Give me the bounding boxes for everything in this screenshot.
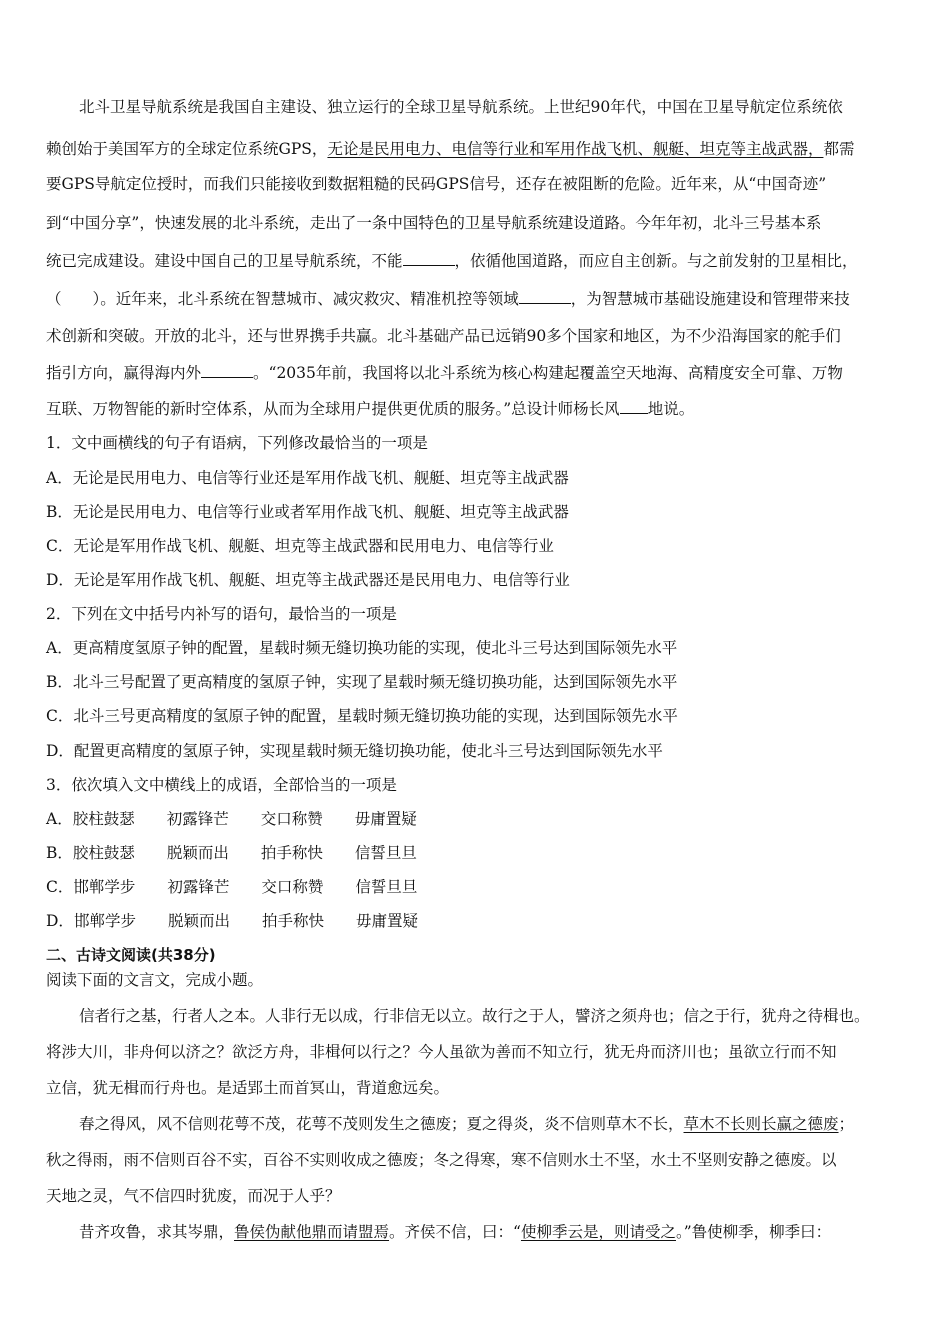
q1-option-c: C．无论是军用作战飞机、舰艇、坦克等主战武器和民用电力、电信等行业	[46, 537, 554, 555]
passage-line: 术创新和突破。开放的北斗，还与世界携手共赢。北斗基础产品已远销90多个国家和地区，为不少沿海国家的舵手们	[46, 327, 841, 345]
fill-blank	[519, 289, 571, 304]
passage-line: 要GPS导航定位授时，而我们只能接收到数据粗糙的民码GPS信号，还存在被阻断的危险。近年来，从“中国奇迹”	[46, 175, 827, 193]
question-2-stem: 2．下列在文中括号内补写的语句，最恰当的一项是	[46, 605, 397, 623]
question-1-stem: 1．文中画横线的句子有语病，下列修改最恰当的一项是	[46, 434, 428, 452]
classical-line: 将涉大川，非舟何以济之？欲泛方舟，非楫何以行之？今人虽欲为善而不知立行，犹无舟而济川也；虽欲立行而不知	[46, 1043, 837, 1061]
passage-line: 指引方向，赢得海内外 。“2035年前，我国将以北斗系统为核心构建起覆盖空天地海、高精度安全可靠、万物	[46, 364, 843, 382]
q1-option-a: A．无论是民用电力、电信等行业还是军用作战飞机、舰艇、坦克等主战武器	[46, 469, 569, 487]
passage-line: 统已完成建设。建设中国自己的卫星导航系统，不能 ，依循他国道路，而应自主创新。与之前发射的卫星相比，	[46, 252, 858, 270]
passage-line: 北斗卫星导航系统是我国自主建设、独立运行的全球卫星导航系统。上世纪90年代，中国在卫星导航定位系统依	[79, 98, 843, 116]
classical-line: 秋之得雨，雨不信则百谷不实，百谷不实则收成之德废；冬之得寒，寒不信则水土不坚，水土不坚则安静之德废。以	[46, 1151, 837, 1169]
q1-option-d: D．无论是军用作战飞机、舰艇、坦克等主战武器还是民用电力、电信等行业	[46, 571, 570, 589]
section-instruction: 阅读下面的文言文，完成小题。	[46, 971, 264, 989]
underlined-sentence: 使柳季云是，则请受之	[520, 1223, 676, 1241]
q3-option-a: A．胶柱鼓瑟 初露锋芒 交口称赞 毋庸置疑	[46, 810, 417, 828]
q2-option-c: C．北斗三号更高精度的氢原子钟的配置，星载时频无缝切换功能的实现，达到国际领先水平	[46, 707, 678, 725]
q3-option-b: B．胶柱鼓瑟 脱颖而出 拍手称快 信誓旦旦	[46, 844, 417, 862]
q1-option-b: B．无论是民用电力、电信等行业或者军用作战飞机、舰艇、坦克等主战武器	[46, 503, 569, 521]
section-heading: 二、古诗文阅读(共38分)	[46, 946, 216, 964]
classical-line: 天地之灵，气不信四时犹废，而况于人乎？	[46, 1187, 341, 1205]
classical-line: 立信，犹无楫而行舟也。是适郢土而首冥山，背道愈远矣。	[46, 1079, 450, 1097]
question-3-stem: 3．依次填入文中横线上的成语，全部恰当的一项是	[46, 776, 397, 794]
underlined-sentence: 无论是民用电力、电信等行业和军用作战飞机、舰艇、坦克等主战武器，	[327, 140, 824, 158]
passage-line: 赖创始于美国军方的全球定位系统GPS，无论是民用电力、电信等行业和军用作战飞机、舰艇、坦克等主战武器，都需	[46, 140, 855, 158]
classical-line: 春之得风，风不信则花萼不茂，花萼不茂则发生之德废；夏之得炎，炎不信则草木不长，草木不长则长赢之德废；	[79, 1115, 855, 1133]
passage-line: （ ）。近年来，北斗系统在智慧城市、减灾救灾、精准机控等领域 ，为智慧城市基础设施建设和管理带来技	[46, 290, 850, 308]
underlined-sentence: 草木不长则长赢之德废	[683, 1115, 839, 1133]
passage-line: 到“中国分享”，快速发展的北斗系统，走出了一条中国特色的卫星导航系统建设道路。今年年初，北斗三号基本系	[46, 214, 822, 232]
fill-blank	[403, 251, 455, 266]
classical-line: 信者行之基，行者人之本。人非行无以成，行非信无以立。故行之于人，譬济之须舟也；信之于行，犹舟之待楫也。	[79, 1007, 870, 1025]
underlined-sentence: 鲁侯伪献他鼎而请盟焉	[234, 1223, 390, 1241]
fill-blank	[201, 363, 253, 378]
q3-option-c: C．邯郸学步 初露锋芒 交口称赞 信誓旦旦	[46, 878, 418, 896]
classical-line: 昔齐攻鲁，求其岑鼎，鲁侯伪献他鼎而请盟焉。齐侯不信，曰：“使柳季云是，则请受之。”鲁使柳季，柳季曰：	[79, 1223, 832, 1241]
q2-option-a: A．更高精度氢原子钟的配置，星载时频无缝切换功能的实现，使北斗三号达到国际领先水平	[46, 639, 678, 657]
passage-line: 互联、万物智能的新时空体系，从而为全球用户提供更优质的服务。”总设计师杨长风 地说。	[46, 400, 695, 418]
q2-option-d: D．配置更高精度的氢原子钟，实现星载时频无缝切换功能，使北斗三号达到国际领先水平	[46, 742, 663, 760]
q3-option-d: D．邯郸学步 脱颖而出 拍手称快 毋庸置疑	[46, 912, 418, 930]
q2-option-b: B．北斗三号配置了更高精度的氢原子钟，实现了星载时频无缝切换功能，达到国际领先水平	[46, 673, 678, 691]
fill-blank	[620, 399, 648, 414]
